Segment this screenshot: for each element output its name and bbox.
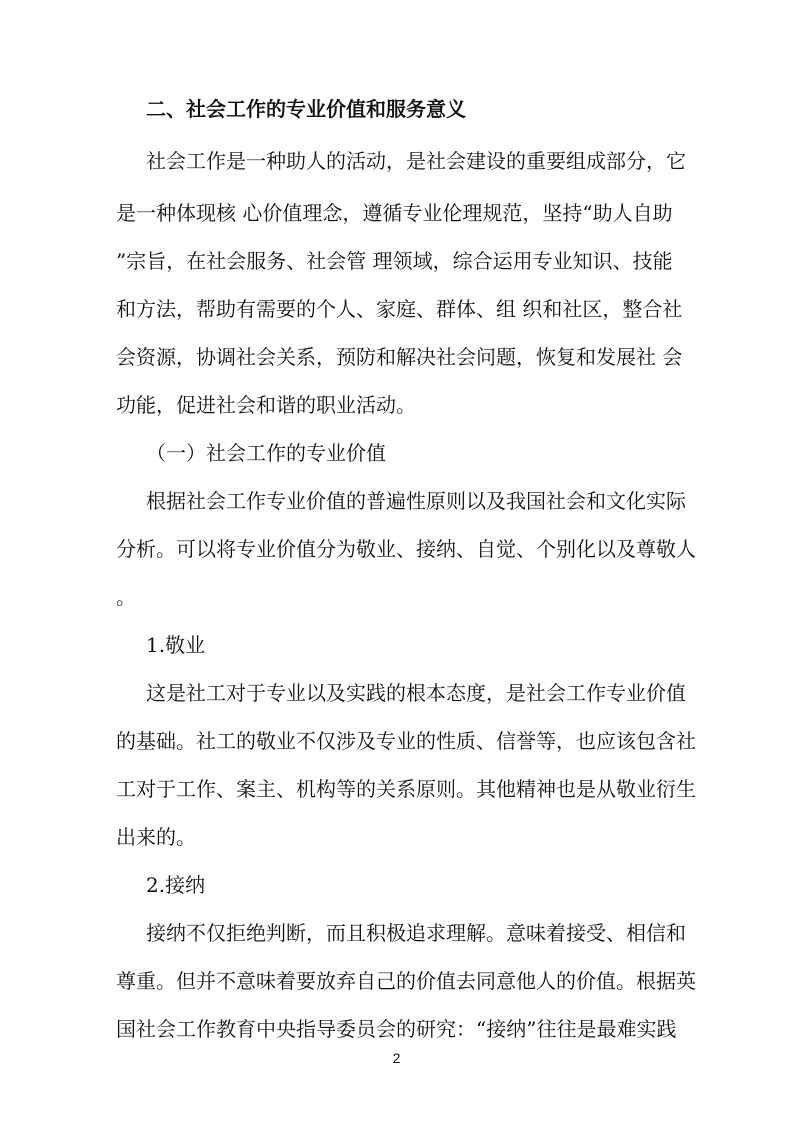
text-line: 这是社工对于专业以及实践的根本态度，是社会工作专业价值 [146, 681, 686, 705]
text-line: 的基础。社工的敬业不仅涉及专业的性质、信誉等，也应该包含社 [116, 729, 696, 753]
item-title-acceptance: 2.接纳 [146, 873, 206, 897]
text-line: 出来的。 [116, 825, 196, 849]
text-line: 是一种体现核 心价值理念，遵循专业伦理规范，坚持“助人自助 [116, 201, 673, 225]
item-title-dedication: 1.敬业 [146, 633, 206, 657]
text-line: 根据社会工作专业价值的普遍性原则以及我国社会和文化实际 [146, 489, 686, 513]
text-line: 尊重。但并不意味着要放弃自己的价值去同意他人的价值。根据英 [116, 969, 696, 993]
text-line: 功能，促进社会和谐的职业活动。 [116, 393, 416, 417]
text-line: 。 [116, 585, 136, 609]
text-line: 会资源，协调社会关系，预防和解决社会问题，恢复和发展社 会 [116, 345, 683, 369]
page-number: 2 [392, 1050, 401, 1066]
text-line: 国社会工作教育中央指导委员会的研究：“接纳”往往是最难实践 [116, 1017, 677, 1041]
text-line: 社会工作是一种助人的活动，是社会建设的重要组成部分，它 [146, 149, 686, 173]
section-heading: 二、社会工作的专业价值和服务意义 [146, 97, 466, 121]
text-line: 分析。可以将专业价值分为敬业、接纳、自觉、个别化以及尊敬人 [116, 537, 696, 561]
text-line: ”宗旨，在社会服务、社会管 理领域，综合运用专业知识、技能 [116, 249, 673, 273]
text-line: 和方法，帮助有需要的个人、家庭、群体、组 织和社区，整合社 [116, 297, 683, 321]
subheading-professional-values: （一）社会工作的专业价值 [146, 441, 386, 465]
text-line: 接纳不仅拒绝判断，而且积极追求理解。意味着接受、相信和 [146, 921, 686, 945]
text-line: 工对于工作、案主、机构等的关系原则。其他精神也是从敬业衍生 [116, 777, 696, 801]
